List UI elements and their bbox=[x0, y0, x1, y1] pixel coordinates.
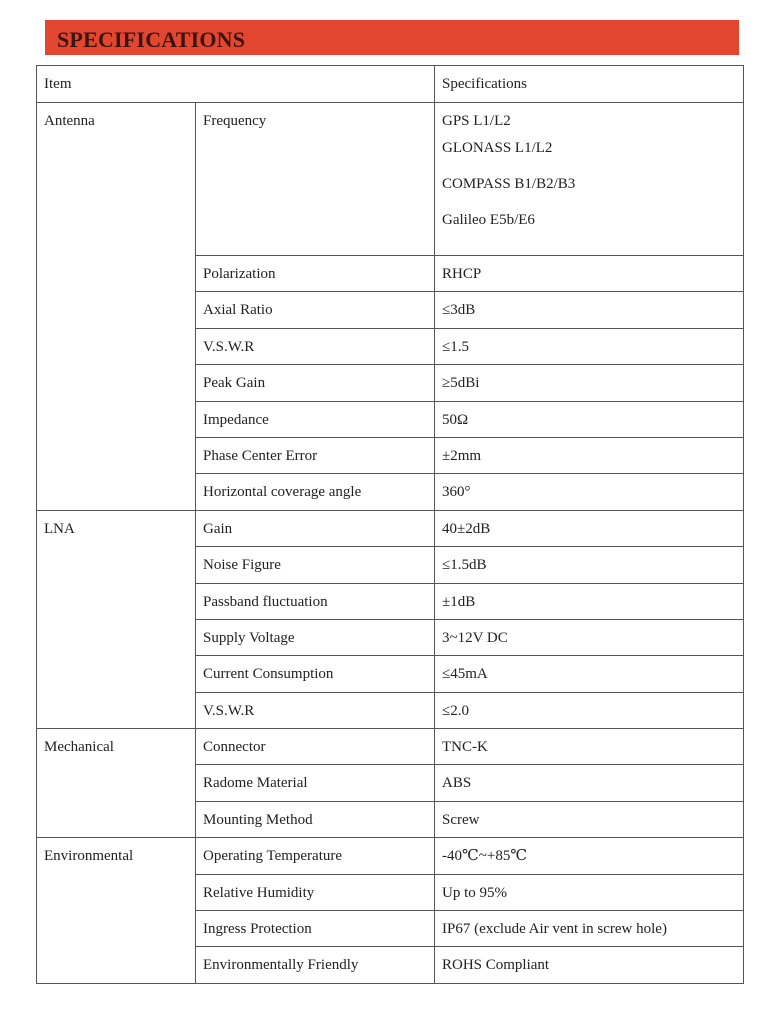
spec-value: TNC-K bbox=[435, 729, 744, 765]
param-label: Polarization bbox=[196, 256, 435, 292]
param-label: Passband fluctuation bbox=[196, 583, 435, 619]
group-label-lna: LNA bbox=[37, 510, 196, 728]
param-label: Gain bbox=[196, 510, 435, 546]
page-title: SPECIFICATIONS bbox=[57, 27, 246, 52]
param-label: Impedance bbox=[196, 401, 435, 437]
specifications-table bbox=[36, 65, 744, 984]
param-label: Noise Figure bbox=[196, 547, 435, 583]
spec-value-line: GLONASS L1/L2 bbox=[442, 140, 553, 156]
spec-value: ≤45mA bbox=[435, 656, 744, 692]
spec-value: 3~12V DC bbox=[435, 619, 744, 655]
param-label: Frequency bbox=[196, 103, 435, 256]
param-label: Phase Center Error bbox=[196, 437, 435, 473]
group-label-environmental: Environmental bbox=[37, 838, 196, 984]
spec-value: RHCP bbox=[435, 256, 744, 292]
param-label: Horizontal coverage angle bbox=[196, 474, 435, 510]
group-label-mechanical: Mechanical bbox=[37, 729, 196, 838]
spec-value: 50Ω bbox=[435, 401, 744, 437]
param-label: V.S.W.R bbox=[196, 328, 435, 364]
param-label: Operating Temperature bbox=[196, 838, 435, 874]
header-specifications: Specifications bbox=[435, 66, 744, 103]
group-label-antenna: Antenna bbox=[37, 103, 196, 511]
spec-value: ≤1.5 bbox=[435, 328, 744, 364]
spec-value: ±1dB bbox=[435, 583, 744, 619]
spec-value-line: COMPASS B1/B2/B3 bbox=[442, 176, 576, 192]
param-label: Connector bbox=[196, 729, 435, 765]
header-item: Item bbox=[37, 66, 435, 103]
spec-value: Screw bbox=[435, 801, 744, 837]
spec-value: ≤1.5dB bbox=[435, 547, 744, 583]
spec-value: ≤2.0 bbox=[435, 692, 744, 728]
param-label: Supply Voltage bbox=[196, 619, 435, 655]
spec-value: 360° bbox=[435, 474, 744, 510]
param-label: Environmentally Friendly bbox=[196, 947, 435, 983]
param-label: Radome Material bbox=[196, 765, 435, 801]
spec-value: ±2mm bbox=[435, 437, 744, 473]
param-label: Relative Humidity bbox=[196, 874, 435, 910]
table-row bbox=[37, 103, 744, 256]
spec-value: -40℃~+85℃ bbox=[435, 838, 744, 874]
param-label: Peak Gain bbox=[196, 365, 435, 401]
param-label: Axial Ratio bbox=[196, 292, 435, 328]
param-label: V.S.W.R bbox=[196, 692, 435, 728]
param-label: Mounting Method bbox=[196, 801, 435, 837]
spec-value: ≤3dB bbox=[435, 292, 744, 328]
spec-value: ≥5dBi bbox=[435, 365, 744, 401]
spec-value: 40±2dB bbox=[435, 510, 744, 546]
param-label: Current Consumption bbox=[196, 656, 435, 692]
specifications-banner bbox=[45, 20, 739, 55]
spec-value: Up to 95% bbox=[435, 874, 744, 910]
spec-value: ABS bbox=[435, 765, 744, 801]
spec-value-line: Galileo E5b/E6 bbox=[442, 212, 535, 228]
table-row bbox=[37, 838, 744, 874]
spec-value: IP67 (exclude Air vent in screw hole) bbox=[435, 911, 744, 947]
spec-value-frequency bbox=[435, 103, 744, 256]
table-row bbox=[37, 729, 744, 765]
table-header-row bbox=[37, 66, 744, 103]
table-row bbox=[37, 510, 744, 546]
param-label: Ingress Protection bbox=[196, 911, 435, 947]
spec-value-line: GPS L1/L2 bbox=[442, 113, 511, 129]
spec-value: ROHS Compliant bbox=[435, 947, 744, 983]
